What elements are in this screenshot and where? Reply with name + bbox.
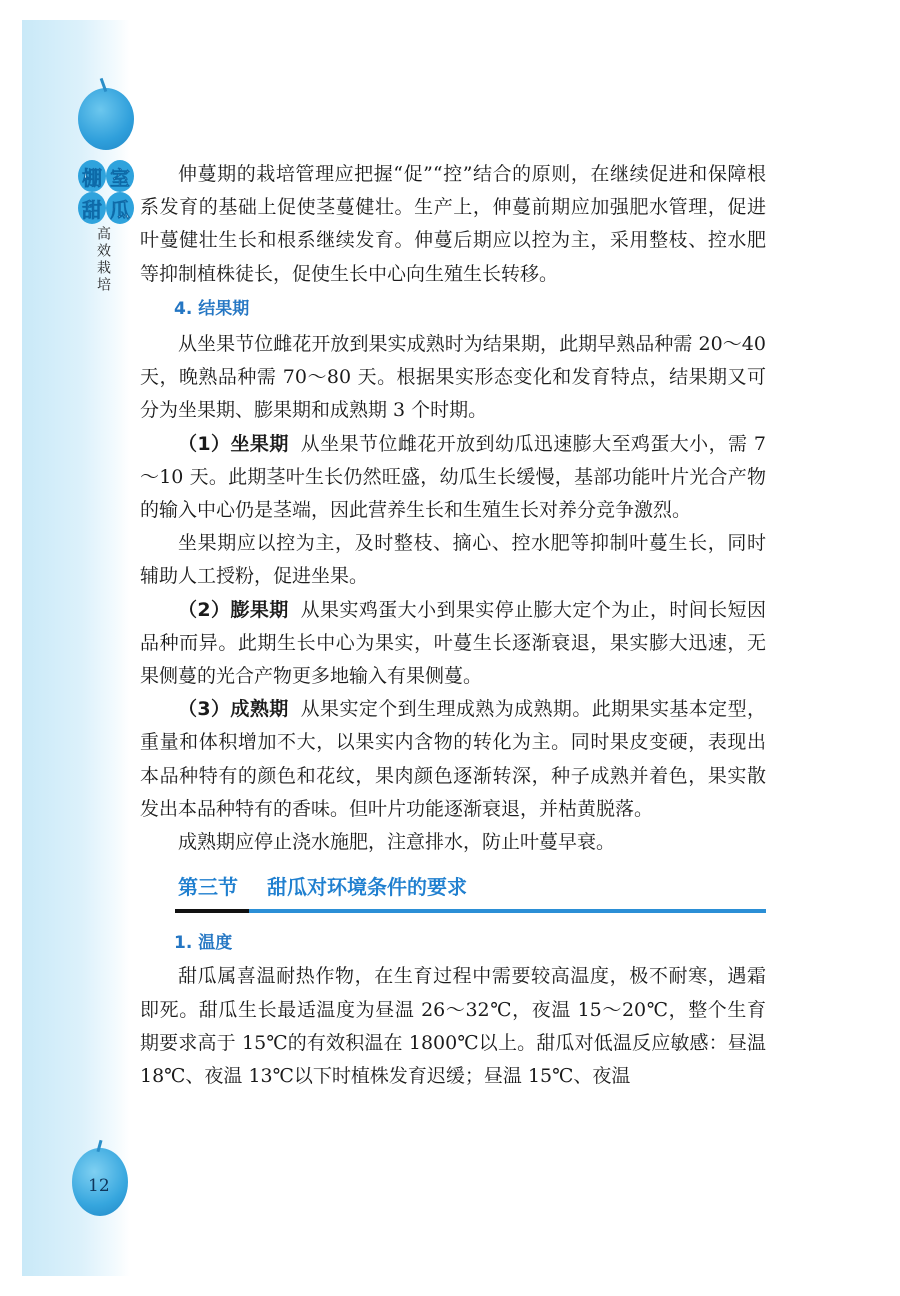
section-underline-accent bbox=[175, 909, 249, 913]
page-body bbox=[140, 158, 766, 1093]
logo-char: 甜 bbox=[78, 192, 106, 224]
paragraph: 甜瓜属喜温耐热作物，在生育过程中需要较高温度，极不耐寒，遇霜即死。甜瓜生长最适温度为昼温 26～32℃，夜温 15～20℃，整个生育期要求高于 15℃的有效积温在 1800℃以上。甜瓜对低温反应敏感：昼温 18℃、夜温 13℃以下时植株发育迟缓；昼温 15℃、夜温 bbox=[140, 965, 766, 1088]
logo-char: 棚 bbox=[78, 160, 106, 192]
paragraph: 坐果期应以控为主，及时整枝、摘心、控水肥等抑制叶蔓生长，同时辅助人工授粉，促进坐果。 bbox=[140, 532, 766, 588]
logo-char: 瓜 bbox=[106, 192, 134, 224]
paragraph-text: 从果实定个到生理成熟为成熟期。此期果实基本定型，重量和体积增加不大，以果实内含物的转化为主。同时果皮变硬，表现出本品种特有的颜色和花纹，果肉颜色逐渐转深，种子成熟并着色，果实散发出本品种特有的香味。但叶片功能逐渐衰退，并枯黄脱落。 bbox=[140, 698, 766, 820]
term-fruit-expansion: （2）膨果期 bbox=[178, 598, 289, 621]
melon-icon bbox=[78, 88, 134, 150]
logo-char: 室 bbox=[106, 160, 134, 192]
term-fruit-setting: （1）坐果期 bbox=[178, 432, 289, 455]
paragraph-maturity bbox=[140, 693, 766, 826]
paragraph-text: 从坐果节位雌花开放到幼瓜迅速膨大至鸡蛋大小，需 7～10 天。此期茎叶生长仍然旺盛，幼瓜生长缓慢，基部功能叶片光合产物的输入中心仍是茎端，因此营养生长和生殖生长对养分竞争激烈。 bbox=[140, 432, 766, 522]
paragraph: 成熟期应停止浇水施肥，注意排水，防止叶蔓早衰。 bbox=[178, 831, 616, 854]
paragraph-fruit-setting bbox=[140, 428, 766, 528]
book-logo bbox=[78, 160, 134, 224]
page-number: 12 bbox=[88, 1176, 110, 1196]
term-maturity: （3）成熟期 bbox=[178, 698, 289, 721]
paragraph: 伸蔓期的栽培管理应把握“促”“控”结合的原则，在继续促进和保障根系发育的基础上促使茎蔓健壮。生产上，伸蔓前期应加强肥水管理，促进叶蔓健壮生长和根系继续发育。伸蔓后期应以控为主，采用整枝、控水肥等抑制植株徒长，促使生长中心向生殖生长转移。 bbox=[140, 163, 766, 285]
book-subtitle: 高效栽培 bbox=[95, 226, 111, 294]
paragraph: 从坐果节位雌花开放到果实成熟时为结果期，此期早熟品种需 20～40 天，晚熟品种需 70～80 天。根据果实形态变化和发育特点，结果期又可分为坐果期、膨果期和成熟期 3 个时期。 bbox=[140, 333, 766, 422]
subheading-fruiting-period: 4. 结果期 bbox=[174, 298, 250, 319]
paragraph-text: 从果实鸡蛋大小到果实停止膨大定个为止，时间长短因品种而异。此期生长中心为果实，叶蔓生长逐渐衰退，果实膨大迅速，无果侧蔓的光合产物更多地输入有果侧蔓。 bbox=[140, 598, 766, 688]
paragraph-fruit-expansion bbox=[140, 594, 766, 694]
section-number: 第三节 bbox=[178, 875, 238, 900]
section-heading bbox=[175, 869, 766, 913]
subheading-temperature: 1. 温度 bbox=[174, 933, 233, 954]
section-title: 甜瓜对环境条件的要求 bbox=[267, 875, 467, 900]
